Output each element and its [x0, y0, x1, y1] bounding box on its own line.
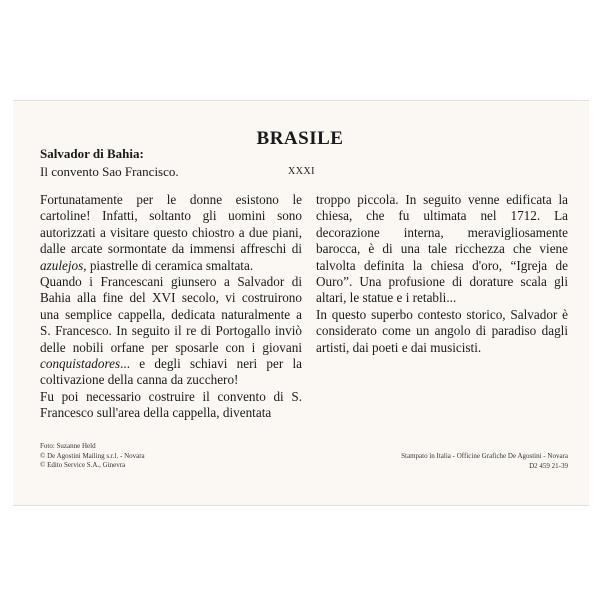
location-subheading: Il convento Sao Francisco. — [40, 164, 179, 179]
credit-line: © Edito Service S.A., Ginevra — [40, 461, 126, 469]
paragraph — [316, 307, 568, 356]
italic-term: conquistadores — [40, 356, 121, 372]
printer-info — [401, 452, 568, 471]
text-run: ... e degli schiavi neri per la coltivazione della canna da zucchero! — [40, 356, 302, 388]
text-run: Fortunatamente per le donne esistono le cartoline! Infatti, soltanto gli uomini sono autorizzati a visitare questo chiostro a due piani, dalle arcate sormontate da immensi affreschi di — [40, 192, 302, 257]
card-number: XXXI — [288, 166, 315, 177]
credit-line: © De Agostini Mailing s.r.l. - Novara — [40, 451, 145, 460]
text-run: troppo piccola. In seguito venne edificata la chiesa, che fu ultimata nel 1712. La decorazione interna, meravigliosamente barocca, è di una tale ricchezza che viene talvolta definita la chiesa d'oro, “Igreja de Ouro”. Una profusione di dorature scala gli altari, le statue e i retabli... — [316, 192, 568, 306]
paragraph — [40, 192, 302, 274]
location-heading: Salvador di Bahia: — [40, 146, 144, 161]
text-run: Fu poi necessario costruire il convento di S. Francesco sull'area della cappella, diventata — [40, 388, 302, 421]
text-run: , piastrelle di ceramica smaltata. — [83, 257, 254, 273]
printer-line: Stampato in Italia - Officine Grafiche De Agostini - Novara — [401, 452, 568, 460]
paragraph — [40, 274, 302, 389]
product-code: D2 459 21-39 — [529, 461, 568, 470]
paragraph — [40, 389, 302, 422]
left-text-column — [40, 192, 302, 422]
text-run: Quando i Francescani giunsero a Salvador di Bahia alla fine del XVI secolo, vi costruirono una semplice cappella, dedicata naturalmente a S. Francesco. In seguito il re di Portogallo inviò delle nobili orfane per sposarle con i giovani — [40, 274, 302, 355]
photo-credits — [40, 442, 145, 471]
italic-term: azulejos — [40, 257, 84, 273]
text-run: In questo superbo contesto storico, Salvador è considerato come un angolo di paradiso dagli artisti, dai poeti e dai musicisti. — [316, 306, 568, 355]
paragraph — [316, 192, 568, 307]
right-text-column — [316, 192, 568, 356]
page-title: BRASILE — [256, 128, 344, 149]
credit-line: Foto: Suzanne Held — [40, 442, 96, 450]
